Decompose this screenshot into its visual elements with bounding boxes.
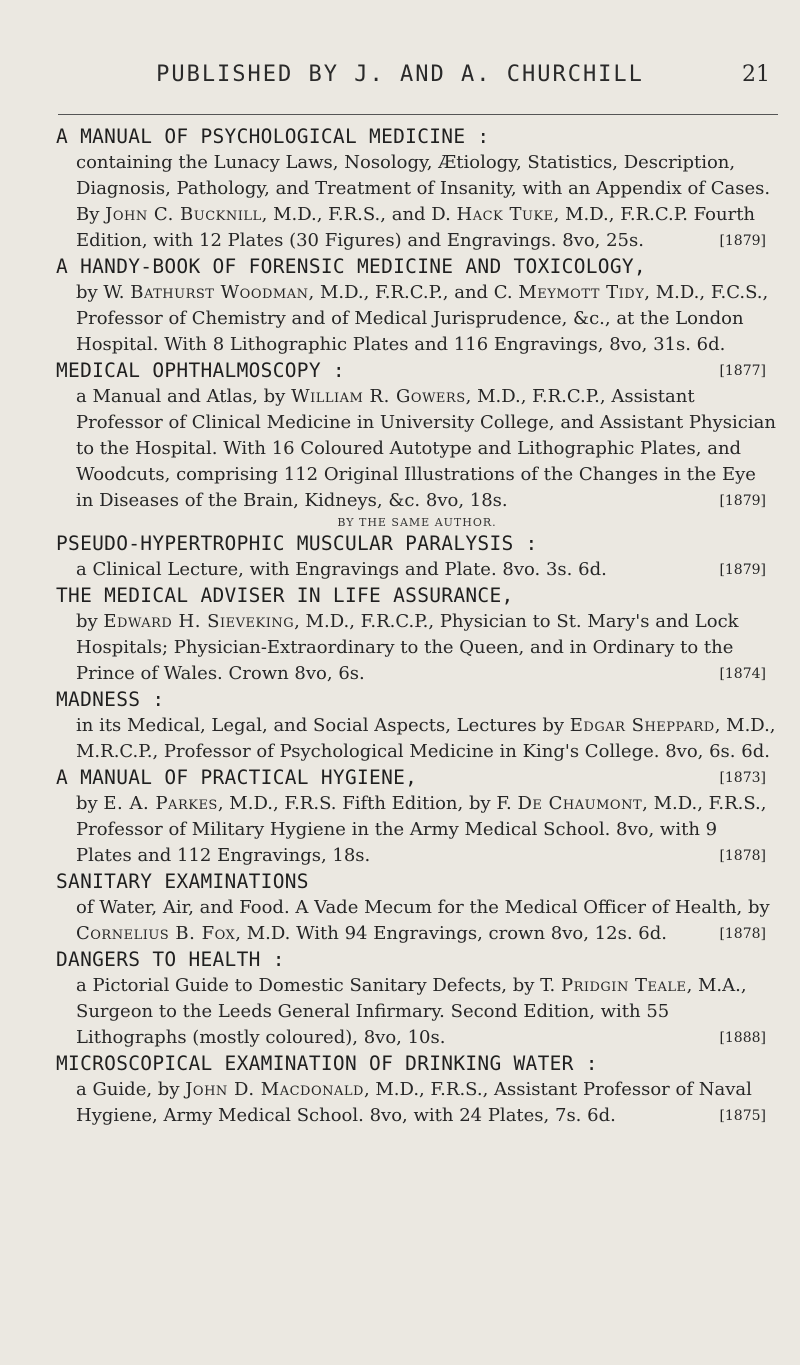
book-title: DANGERS TO HEALTH :	[56, 948, 285, 971]
book-title: A MANUAL OF PRACTICAL HYGIENE,	[56, 766, 418, 789]
catalog-entry	[56, 1051, 778, 1129]
book-title: SANITARY EXAMINATIONS	[56, 870, 309, 893]
catalog-entry	[56, 124, 778, 254]
book-description	[56, 1077, 778, 1129]
description-text: a Guide, by	[76, 1079, 186, 1100]
description-text: a Manual and Atlas, by	[76, 386, 292, 407]
book-title: MICROSCOPICAL EXAMINATION OF DRINKING WATER :	[56, 1052, 598, 1075]
book-description	[56, 973, 778, 1051]
description-text: , M.A., Surgeon to the Leeds General Infirmary. Second Edition, with 55 Lithographs (mostly coloured), 8vo, 10s.	[76, 975, 747, 1048]
catalog-entry	[56, 358, 778, 514]
description-text: of Water, Air, and Food. A Vade Mecum for the Medical Officer of Health, by	[76, 897, 770, 918]
author-name: John D. Macdonald	[185, 1079, 364, 1100]
description-text: , M.D., F.R.C.P., Physician to St. Mary's and Lock Hospitals; Physician-Extraordinary to the Queen, and in Ordinary to the Prince of Wales. Crown 8vo, 6s.	[76, 611, 739, 684]
book-title: A MANUAL OF PSYCHOLOGICAL MEDICINE :	[56, 125, 490, 148]
publication-year: [1874]	[719, 666, 766, 682]
author-name: John C. Bucknill	[105, 204, 262, 225]
description-text: by	[76, 793, 104, 814]
publication-year: [1878]	[719, 926, 766, 942]
description-text: , M.D., M.R.C.P., Professor of Psychological Medicine in King's College. 8vo, 6s. 6d.	[76, 715, 776, 762]
book-description	[56, 791, 778, 869]
description-text: , M.D., F.R.C.P. Fourth Edition, with 12 Plates (30 Figures) and Engravings. 8vo, 25s.	[76, 204, 756, 251]
publication-year: [1875]	[719, 1108, 766, 1124]
running-head	[0, 62, 800, 102]
description-text: in its Medical, Legal, and Social Aspects, Lectures by	[76, 715, 570, 736]
publication-year: [1873]	[719, 770, 766, 786]
author-name: De Chaumont	[517, 793, 643, 814]
description-text: a Pictorial Guide to Domestic Sanitary Defects, by T.	[76, 975, 561, 996]
publication-year: [1879]	[719, 233, 766, 249]
author-name: E. A. Parkes	[103, 793, 218, 814]
catalog-entry	[56, 869, 778, 947]
publication-year: [1879]	[719, 493, 766, 509]
book-description	[56, 609, 778, 687]
book-description	[56, 895, 778, 947]
book-title: THE MEDICAL ADVISER IN LIFE ASSURANCE,	[56, 584, 514, 607]
catalog-entry	[56, 947, 778, 1051]
same-author-note: BY THE SAME AUTHOR.	[337, 516, 497, 529]
book-title: MADNESS :	[56, 688, 165, 711]
catalog-entry	[56, 765, 778, 869]
description-text: by	[76, 611, 104, 632]
running-head-title: PUBLISHED BY J. AND A. CHURCHILL	[156, 62, 644, 87]
description-text: a Clinical Lecture, with Engravings and Plate. 8vo. 3s. 6d.	[76, 559, 607, 580]
book-title: A HANDY-BOOK OF FORENSIC MEDICINE AND TOXICOLOGY,	[56, 255, 646, 278]
description-text: , M.D., F.R.S., Professor of Military Hygiene in the Army Medical School. 8vo, with 9 Plates and 112 Engravings, 18s.	[76, 793, 767, 866]
author-name: Bathurst Woodman	[130, 282, 309, 303]
description-text: , M.D. With 94 Engravings, crown 8vo, 12s. 6d.	[235, 923, 667, 944]
description-text: , M.D., F.C.S., Professor of Chemistry and of Medical Jurisprudence, &c., at the London Hospital. With 8 Lithographic Plates and 116 Engravings, 8vo, 31s. 6d.	[76, 282, 769, 355]
description-text: by W.	[76, 282, 131, 303]
description-text: , M.D., F.R.S., Assistant Professor of Naval Hygiene, Army Medical School. 8vo, with 24 Plates, 7s. 6d.	[76, 1079, 752, 1126]
publication-year: [1888]	[719, 1030, 766, 1046]
book-catalog	[56, 124, 778, 1129]
publication-year: [1877]	[719, 363, 766, 379]
publication-year: [1879]	[719, 562, 766, 578]
author-name: Edward H. Sieveking	[103, 611, 295, 632]
author-name: Pridgin Teale	[560, 975, 687, 996]
book-title: PSEUDO-HYPERTROPHIC MUSCULAR PARALYSIS :	[56, 532, 538, 555]
header-rule	[58, 114, 778, 115]
author-name: Meymott Tidy	[518, 282, 645, 303]
author-name: Cornelius B. Fox	[76, 923, 236, 944]
book-description	[56, 557, 778, 583]
author-name: Edgar Sheppard	[569, 715, 715, 736]
description-text: , M.D., F.R.C.P., and C.	[308, 282, 519, 303]
author-name: Hack Tuke	[456, 204, 554, 225]
description-text: , M.D., F.R.C.P., Assistant Professor of Clinical Medicine in University College, and Assistant Physician to the Hospital. With 16 Coloured Autotype and Lithographic Plates, and Woodcuts, comprising 112 Original Illustrations of the Changes in the Eye in Diseases of the Brain, Kidneys, &c. 8vo, 18s.	[76, 386, 776, 511]
publication-year: [1878]	[719, 848, 766, 864]
description-text: , M.D., F.R.S., and D.	[261, 204, 457, 225]
description-text: containing the Lunacy Laws, Nosology, Ætiology, Statistics, Description, Diagnosis, Pathology, and Treatment of Insanity, with an Appendix of Cases. By	[76, 152, 771, 225]
description-text: , M.D., F.R.S. Fifth Edition, by F.	[217, 793, 518, 814]
book-description	[56, 150, 778, 254]
author-name: William R. Gowers	[291, 386, 466, 407]
catalog-entry	[56, 515, 778, 583]
book-description	[56, 384, 778, 514]
page-number: 21	[742, 62, 770, 87]
catalog-entry	[56, 583, 778, 687]
book-title: MEDICAL OPHTHALMOSCOPY :	[56, 359, 345, 382]
